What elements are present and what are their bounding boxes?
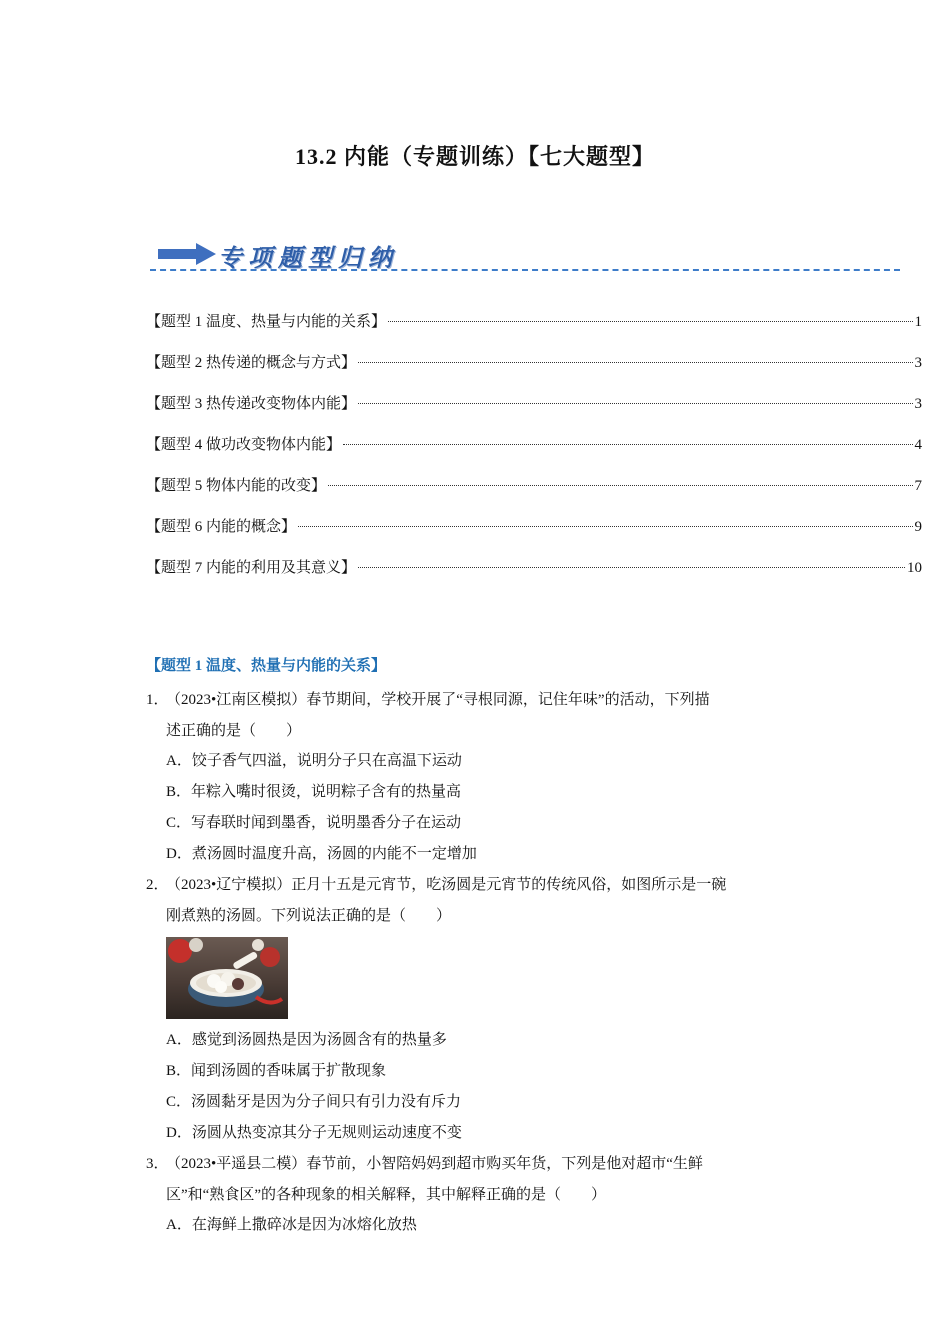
toc-entry-label: 【题型 6 内能的概念】 — [146, 519, 297, 535]
toc-entry[interactable] — [146, 392, 922, 433]
toc-leader-dots — [298, 526, 912, 527]
answer-option: C．写春联时闻到墨香，说明墨香分子在运动 — [166, 815, 462, 831]
toc-entry-page: 9 — [914, 519, 922, 535]
toc-entry-label: 【题型 4 做功改变物体内能】 — [146, 437, 342, 453]
toc-entry[interactable] — [146, 556, 922, 597]
toc-leader-dots — [358, 403, 912, 404]
question — [146, 685, 816, 870]
answer-option: C．汤圆黏牙是因为分子间只有引力没有斥力 — [166, 1094, 462, 1110]
answer-option: D．煮汤圆时温度升高，汤圆的内能不一定增加 — [166, 846, 477, 862]
question-stem: （2023•平遥县二模）春节前，小智陪妈妈到超市购买年货，下列是他对超市“生鲜 — [166, 1156, 703, 1172]
answer-option: B．年粽入嘴时很烫，说明粽子含有的热量高 — [166, 784, 462, 800]
toc-entry-page: 7 — [914, 478, 922, 494]
toc-entry[interactable] — [146, 351, 922, 392]
banner-divider — [150, 269, 900, 271]
toc-entry-page: 1 — [914, 314, 922, 330]
toc-entry-page: 3 — [914, 396, 922, 412]
answer-option: A．饺子香气四溢，说明分子只在高温下运动 — [166, 753, 462, 769]
answer-option: D．汤圆从热变凉其分子无规则运动速度不变 — [166, 1125, 462, 1141]
question-stem-continued: 述正确的是（ ） — [166, 722, 302, 739]
question-stem: （2023•辽宁模拟）正月十五是元宵节，吃汤圆是元宵节的传统风俗，如图所示是一碗 — [166, 877, 727, 893]
question-number: 1． — [146, 692, 169, 708]
section-heading: 【题型 1 温度、热量与内能的关系】 — [146, 658, 387, 674]
toc-entry[interactable] — [146, 515, 922, 556]
toc-entry-page: 10 — [907, 560, 922, 576]
question — [146, 1149, 816, 1241]
toc-entry[interactable] — [146, 310, 922, 351]
section-content — [146, 655, 816, 1241]
toc-entry-label: 【题型 3 热传递改变物体内能】 — [146, 396, 357, 412]
toc-leader-dots — [343, 444, 912, 445]
toc-entry-label: 【题型 2 热传递的概念与方式】 — [146, 355, 357, 371]
tangyuan-bowl-illustration — [166, 937, 288, 1019]
answer-option: B．闻到汤圆的香味属于扩散现象 — [166, 1063, 387, 1079]
table-of-contents — [146, 310, 922, 597]
toc-leader-dots — [358, 567, 905, 568]
toc-leader-dots — [328, 485, 912, 486]
question-number: 2． — [146, 877, 169, 893]
question — [146, 870, 816, 1149]
toc-leader-dots — [358, 362, 912, 363]
toc-entry-page: 4 — [914, 437, 922, 453]
page-title: 13.2 内能（专题训练）【七大题型】 — [294, 144, 655, 169]
toc-entry-label: 【题型 7 内能的利用及其意义】 — [146, 560, 357, 576]
banner-title: 专项题型归纳 — [218, 246, 398, 272]
answer-option: A．感觉到汤圆热是因为汤圆含有的热量多 — [166, 1032, 447, 1048]
section-banner — [150, 238, 900, 274]
toc-leader-dots — [388, 321, 912, 322]
question-stem-continued: 区”和“熟食区”的各种现象的相关解释，其中解释正确的是（ ） — [166, 1186, 606, 1203]
toc-entry[interactable] — [146, 433, 922, 474]
toc-entry-label: 【题型 1 温度、热量与内能的关系】 — [146, 314, 387, 330]
toc-entry-page: 3 — [914, 355, 922, 371]
toc-entry[interactable] — [146, 474, 922, 515]
answer-option: A．在海鲜上撒碎冰是因为冰熔化放热 — [166, 1217, 417, 1233]
toc-entry-label: 【题型 5 物体内能的改变】 — [146, 478, 327, 494]
question-stem-continued: 刚煮熟的汤圆。下列说法正确的是（ ） — [166, 907, 452, 924]
tangyuan-bowl-image — [166, 937, 288, 1019]
arrow-right-icon — [158, 243, 216, 265]
question-stem: （2023•江南区模拟）春节期间，学校开展了“寻根同源，记住年味”的活动，下列描 — [166, 692, 710, 708]
question-number: 3． — [146, 1156, 169, 1172]
